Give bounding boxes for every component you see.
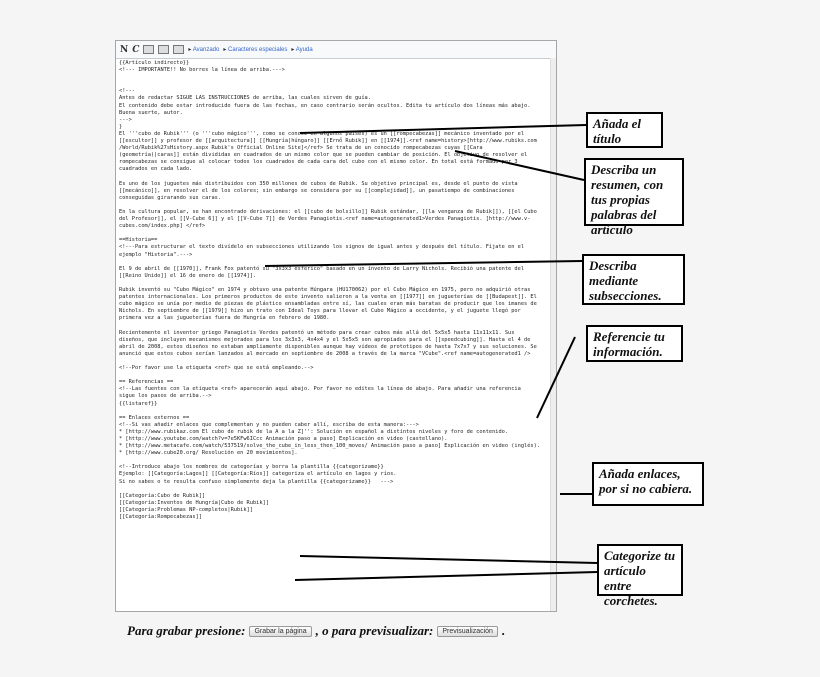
bold-button[interactable]: N xyxy=(120,44,129,55)
editor-line: <!--Si vas añadir enlaces que complementan y no pueden caber allí, escriba de esta manera:---> xyxy=(119,421,419,428)
editor-line: Recientemente el inventor griego Panagiotis Verdes patentó un método para crear cubos más allá del 5x5x5 hasta 11x11x11. Sus xyxy=(119,329,515,336)
editor-line: rompecabezas se consigue al colocar todos los cuadrados de cada cara del cubo con el mismo color. En total está formado por 3 xyxy=(119,159,518,166)
editor-line: [[Reino Unido]] el 16 de enero de [[1974]]. xyxy=(119,272,257,279)
editor-line: <!---Para estructurar el texto divídelo en subsecciones utilizando los signos de igual antes y después del título. Fíjate en el xyxy=(119,244,525,251)
editor-line: conseguidas girarando sus caras. xyxy=(119,194,222,201)
editor-line: * [http://www.cube20.org/ Resolución en 20 movimientos]. xyxy=(119,450,298,457)
italic-button[interactable]: C xyxy=(132,44,140,55)
editor-line: * [http://www.metacafe.com/watch/537519/solve_the_cube_in_less_then_100_moves/ Animación paso a paso] Explicación en video (inglés). xyxy=(119,443,540,450)
save-button[interactable]: Grabar la página xyxy=(249,626,311,637)
editor-line: diseños, que incluyen mecanismos mejorados para los 3x3x3, 4x4x4 y el 5x5x5 son apropiados para el [[speedcubing]]. Hasta el 4 de xyxy=(119,336,531,343)
editor-line: cubes.com/index.php] </ref> xyxy=(119,223,206,230)
editor-line: * [http://www.youtube.com/watch?v=7e5KFw6ICcc Animación paso a paso] Explicación en video (castellano). xyxy=(119,435,448,442)
editor-line: El 9 de abril de [[1970]], Frank Fox patentó su "3x3x3 esférico" basado en un invento de Larry Nichols. Recibió una patente del xyxy=(119,265,525,272)
save-bar xyxy=(127,623,505,639)
editor-line: <!--Por favor use la etiqueta <ref> que se está empleando.--> xyxy=(119,365,314,372)
callout-summary: Describa un resumen, con tus propias palabras del artículo xyxy=(584,158,684,226)
editor-line: ---> xyxy=(119,116,132,123)
editor-line: [[Categoría:Inventos de Hungría|Cubo de Rubik]] xyxy=(119,499,269,506)
editor-line: Ejemplo: [[Categoría:Lagos]] [[Categoría:Ríos]] categoriza el artículo en lagos y ríos. xyxy=(119,471,397,478)
footer-end: . xyxy=(501,623,506,638)
editor-line: cuadrados en cada lado. xyxy=(119,166,193,173)
editor-line: Buena suerte, autor. xyxy=(119,109,183,116)
save-prompt: Para grabar presione: xyxy=(127,623,246,638)
editor-line: == Enlaces externos == xyxy=(119,414,190,421)
editor-line: Antes de redactar SIGUE LAS INSTRUCCIONES de arriba, las cuales sirven de guía. xyxy=(119,95,371,102)
preview-prompt: , o para previsualizar: xyxy=(315,623,434,638)
editor-line: abril de 2008, estos diseños no estaban ampliamente disponibles aunque hay vídeos de prototipos de hasta 7x7x7 y sus soluciones. Se xyxy=(119,343,537,350)
editor-line: {{Artículo indirecto}} xyxy=(119,60,190,66)
editor-line: <!--Las fuentes con la etiqueta <ref> aparecerán aquí abajo. Por favor no edites la línea de abajo. Para añadir una referencia xyxy=(119,386,521,393)
toolbar-special-chars[interactable]: ▸ Caracteres especiales xyxy=(223,46,287,53)
editor-line: Es uno de los juguetes más distribuidos con 350 millones de cubos de Rubik. Su objetivo principal es, desde el punto de vista xyxy=(119,180,518,187)
editor-line: ejemplo "Historia".---> xyxy=(119,251,193,258)
preview-button[interactable]: Previsualización xyxy=(437,626,498,637)
editor-line: } xyxy=(119,123,123,130)
callout-subsections: Describa mediante subsecciones. xyxy=(582,254,685,305)
editor-line: <!--- IMPORTANTE!! No borres la línea de arriba.---> xyxy=(119,67,285,74)
editor-line: * [http://www.rubikaz.com El cubo de rubik de la A a la Z]'': Solución en español a distintos niveles y foro de contenido. xyxy=(119,428,509,435)
editor-line: del Profesor]], el [[V-Cube 6]] y el [[V-Cube 7]] de Verdes Panagiotis.<ref name=autogenerated1>Verdes Panagiotis. [http://www.v- xyxy=(119,216,531,223)
editor-line: El contenido debe estar introducido fuera de las fechas, en caso contrario serán ocultos. Edita tu artículo dos líneas más abajo. xyxy=(119,102,531,109)
callout-links: Añada enlaces, por si no cabiera. xyxy=(592,462,704,506)
editor-line: [[mecánico]], en resolver el de los colores; sin embargo se considera por su [[complejidad]], un pasatiempo de combinaciones xyxy=(119,187,515,194)
editor-line: == Referencias == xyxy=(119,379,174,386)
editor-line: {{listaref}} xyxy=(119,400,158,407)
editor-line: En la cultura popular, se han encontrado derivaciones: el [[cubo de bolsillo]] Rubik estándar, [[la venganza de Rubik]]), [[el Cubo xyxy=(119,208,537,215)
editor-line: ==Historia== xyxy=(119,237,158,244)
callout-references: Referencie tu información. xyxy=(586,325,683,362)
editor-line: Rubik inventó su "Cubo Mágico" en 1974 y obtuvo una patente Húngara (HU170062) por el Cubo Mágico en 1975, pero no adquirió otras xyxy=(119,287,531,293)
editor-line: [[Categoría:Cubo de Rubik]] xyxy=(119,492,206,499)
editor-line: [[Categoría:Rompecabezas]] xyxy=(119,514,202,520)
editor-line: Si no sabes o te resulta confuso simplemente deja la plantilla {{categorizame}} ---> xyxy=(119,478,394,485)
callout-title: Añada el título xyxy=(586,112,663,148)
editor-line: primera vez a las jugueterías fuera de Hungría en febrero de 1980. xyxy=(119,315,330,322)
editor-line: (geometría)|caras]] están divididas en cuadrados de un mismo color que se pueden cambiar de posición. El objetivo de resolver el xyxy=(119,152,528,159)
editor-line: patentes internacionales. Los primeros productos de este invento salieron a la venta en [[1977]] en jugueterías de [[Budapest]]. El xyxy=(119,294,537,301)
editor-line: /World/Rubik%27sHistory.aspx Rubik's Official Online Site]</ref> Se trata de un conocido rompecabezas cuyas [[Cara xyxy=(119,145,483,152)
editor-line: sigue los pasos de arriba.--> xyxy=(119,393,212,400)
editor-line: [[Categoría:Problemas NP-completos|Rubik]] xyxy=(119,506,253,513)
editor-line: <!--- xyxy=(119,88,135,95)
editor-line: <!--Introduce abajo los nombres de categorías y borra la plantilla {{categorizame}} xyxy=(119,464,384,471)
toolbar-help[interactable]: ▸ Ayuda xyxy=(291,46,312,53)
toolbar-advanced[interactable]: ▸ Avanzado xyxy=(188,46,219,53)
editor-line: anunció que estos cubos serían lanzados al mercado en septiembre de 2008 a través de la marca "VCube".<ref name=autogenerated1 /> xyxy=(119,350,531,357)
callout-categories: Categorize tu artículo entre corchetes. xyxy=(597,544,683,596)
editor-line: cubo mágico se unía por medio de piezas de plástico ensambladas entre sí, las cuales eran más baratas de producir que los imanes de xyxy=(119,301,537,308)
editor-line: El '''cubo de Rubik''' (o '''cubo mágico''', como se conoce en algunos países) es un [[rompecabezas]] mecánico inventado por el xyxy=(119,130,525,137)
editor-line: [[escultor]] y profesor de [[arquitectura]] [[Hungría|húngaro]] [[Ernő Rubik]] en [[1974]].<ref name=history>[http://www.rubiks.com xyxy=(119,138,537,145)
editor-line: Nichols. En septiembre de [[1979]] hizo un trato con Ideal Toys para llevar el Cubo Mágico a occidente, y el juguete llegó por xyxy=(119,308,521,315)
